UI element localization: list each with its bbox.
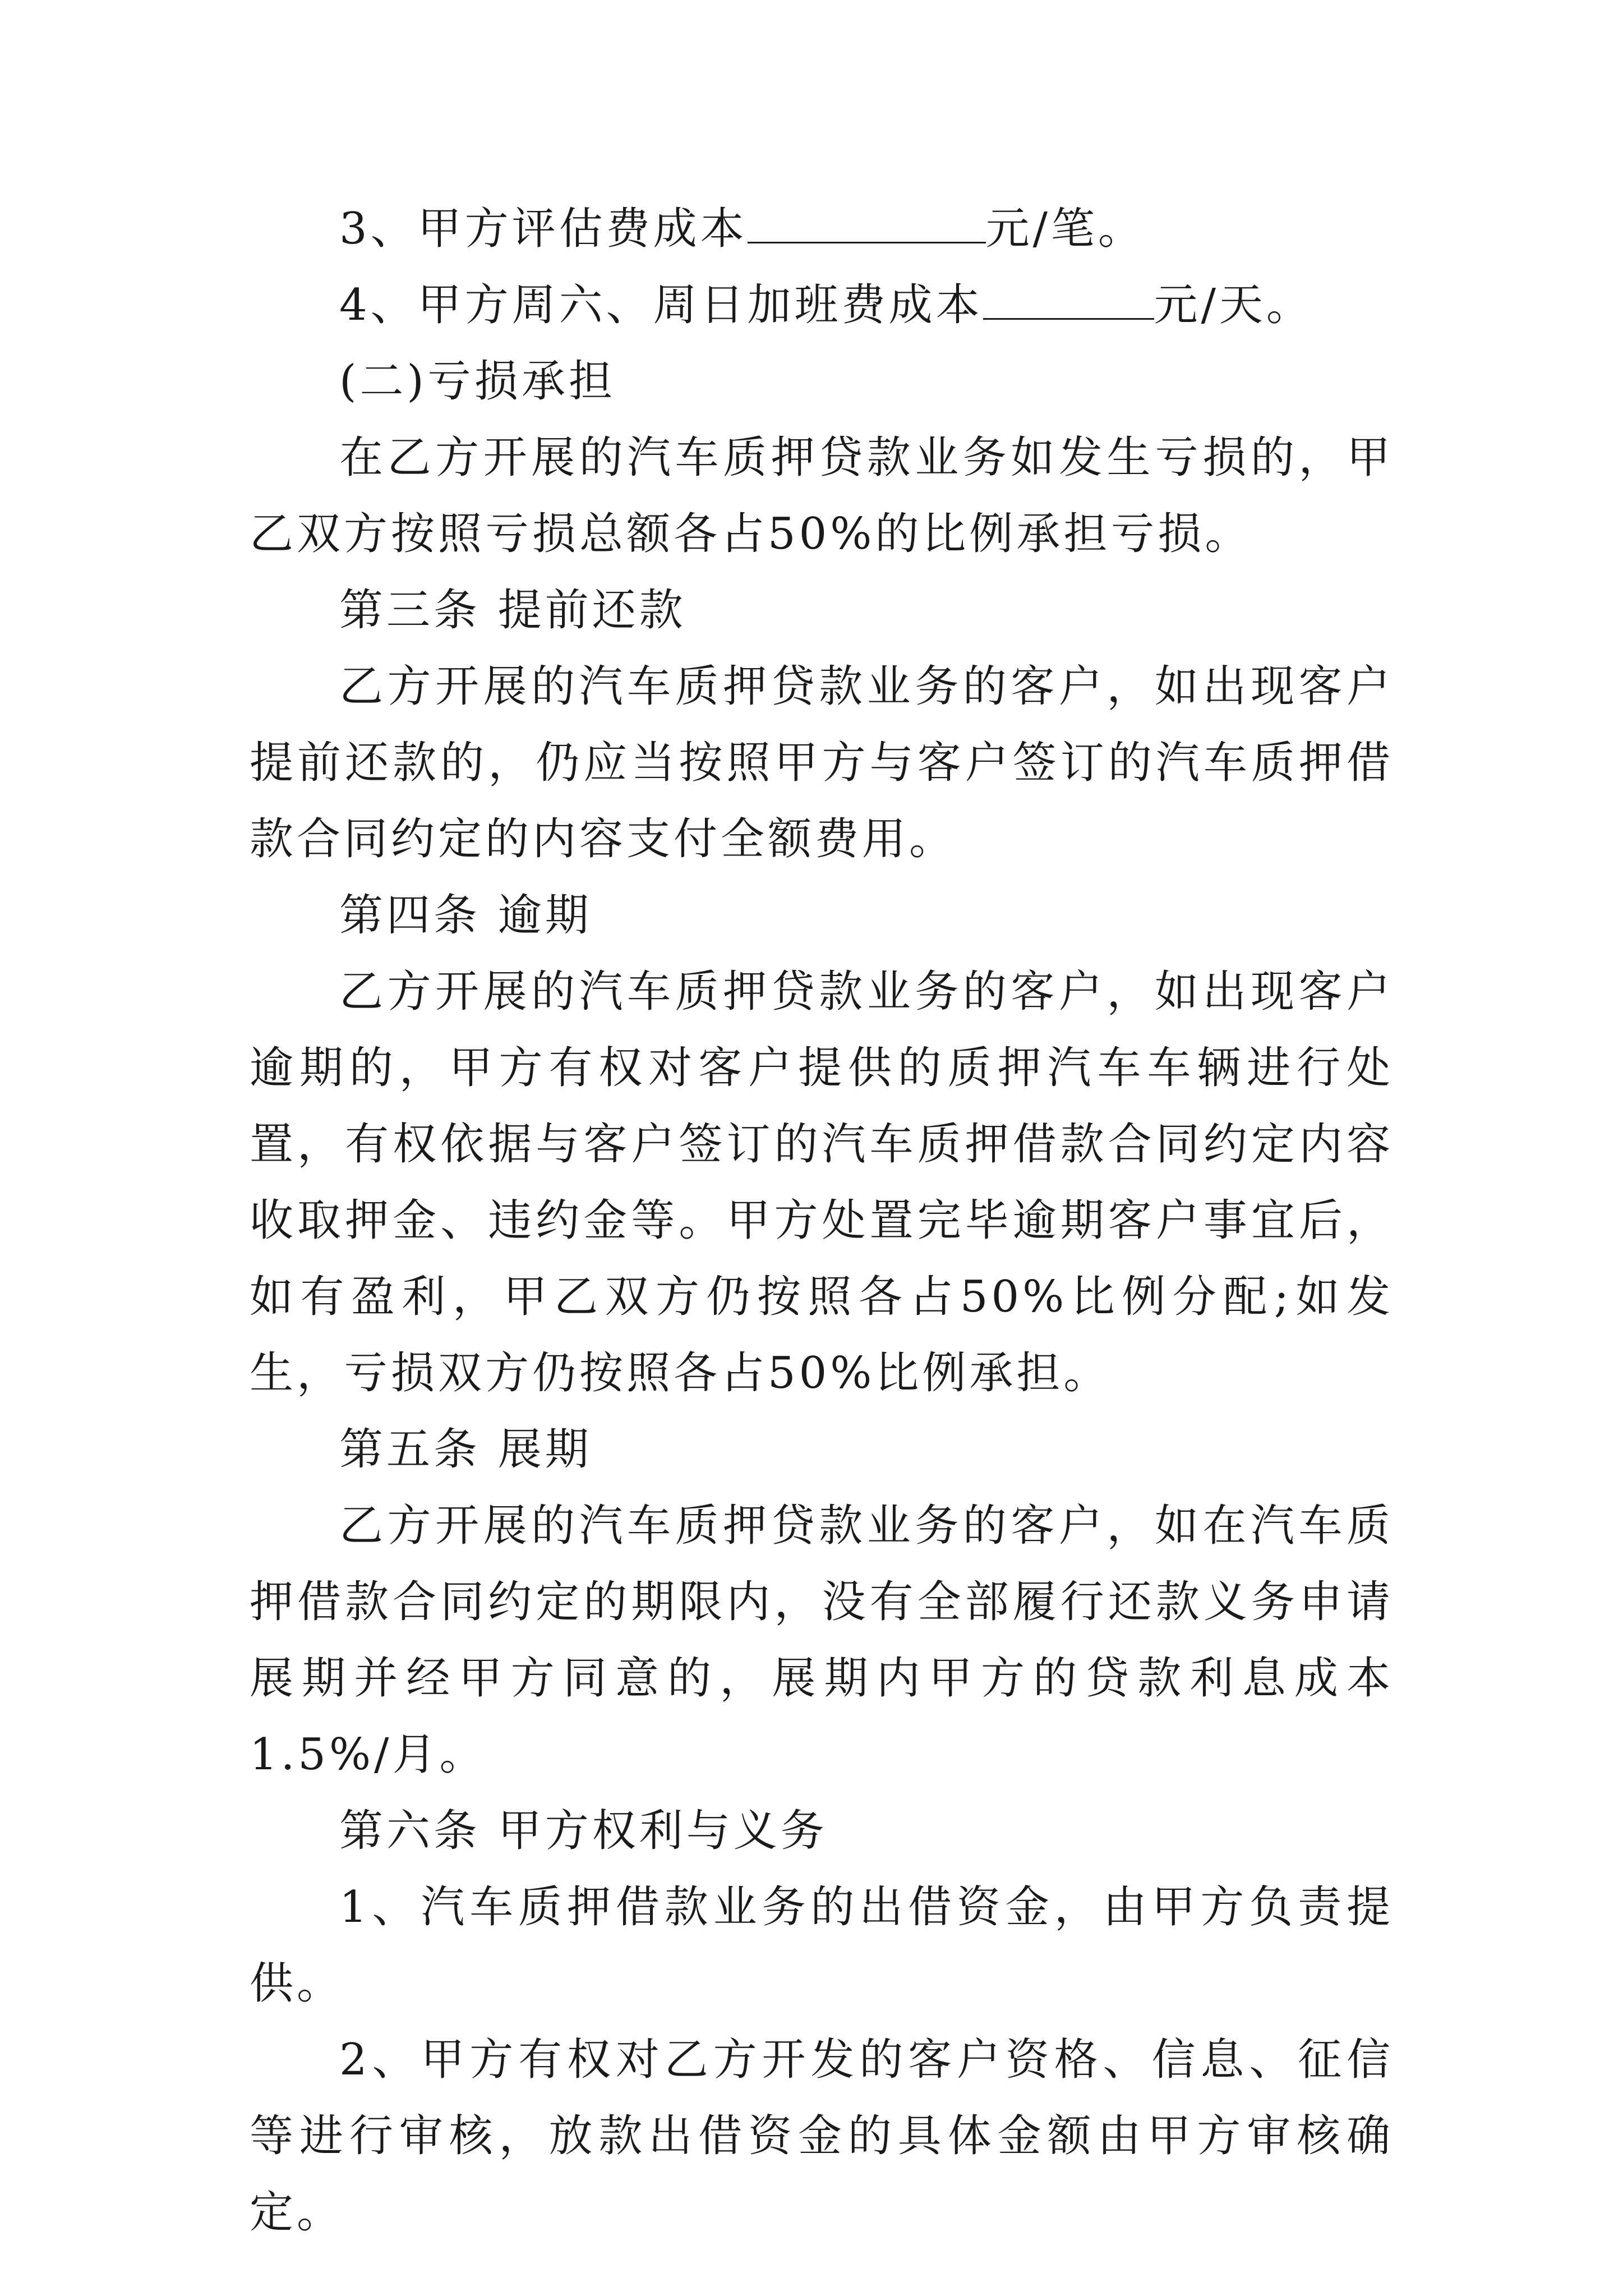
evaluation-fee-unit: 元/笔。 [985,204,1145,254]
overtime-fee-label: 4、甲方周六、周日加班费成本 [339,280,983,330]
article-6-item-1: 1、汽车质押借款业务的出借资金，由甲方负责提供。 [250,1882,1394,2009]
article-6-heading: 第六条 甲方权利与义务 [339,1806,828,1856]
article-5-paragraph: 乙方开展的汽车质押贷款业务的客户，如在汽车质押借款合同约定的期限内，没有全部履行还款义务申请展期并经甲方同意的，展期内甲方的贷款利息成本1.5%/月。 [250,1501,1394,1780]
article-3-heading: 第三条 提前还款 [339,585,686,636]
evaluation-fee-line [250,191,1394,267]
overtime-fee-unit: 元/天。 [1154,280,1313,330]
article-5-heading: 第五条 展期 [339,1424,592,1475]
article-6-item-2: 2、甲方有权对乙方开发的客户资格、信息、征信等进行审核，放款出借资金的具体金额由甲方审核确定。 [250,2035,1394,2238]
evaluation-fee-label: 3、甲方评估费成本 [339,204,748,254]
overtime-fee-blank [983,283,1154,320]
overtime-fee-line [250,267,1394,343]
loss-bearing-paragraph: 在乙方开展的汽车质押贷款业务如发生亏损的，甲乙双方按照亏损总额各占50%的比例承担亏损。 [250,432,1394,559]
article-4-heading: 第四条 逾期 [339,890,592,941]
article-3-paragraph: 乙方开展的汽车质押贷款业务的客户，如出现客户提前还款的，仍应当按照甲方与客户签订的汽车质押借款合同约定的内容支付全额费用。 [250,661,1394,864]
document-body [250,191,1394,2251]
evaluation-fee-blank [748,207,986,243]
article-4-paragraph: 乙方开展的汽车质押贷款业务的客户，如出现客户逾期的，甲方有权对客户提供的质押汽车车辆进行处置，有权依据与客户签订的汽车质押借款合同约定内容收取押金、违约金等。甲方处置完毕逾期客户事宜后，如有盈利，甲乙双方仍按照各占50%比例分配;如发生，亏损双方仍按照各占50%比例承担。 [250,967,1394,1398]
loss-bearing-heading: (二)亏损承担 [339,356,616,407]
